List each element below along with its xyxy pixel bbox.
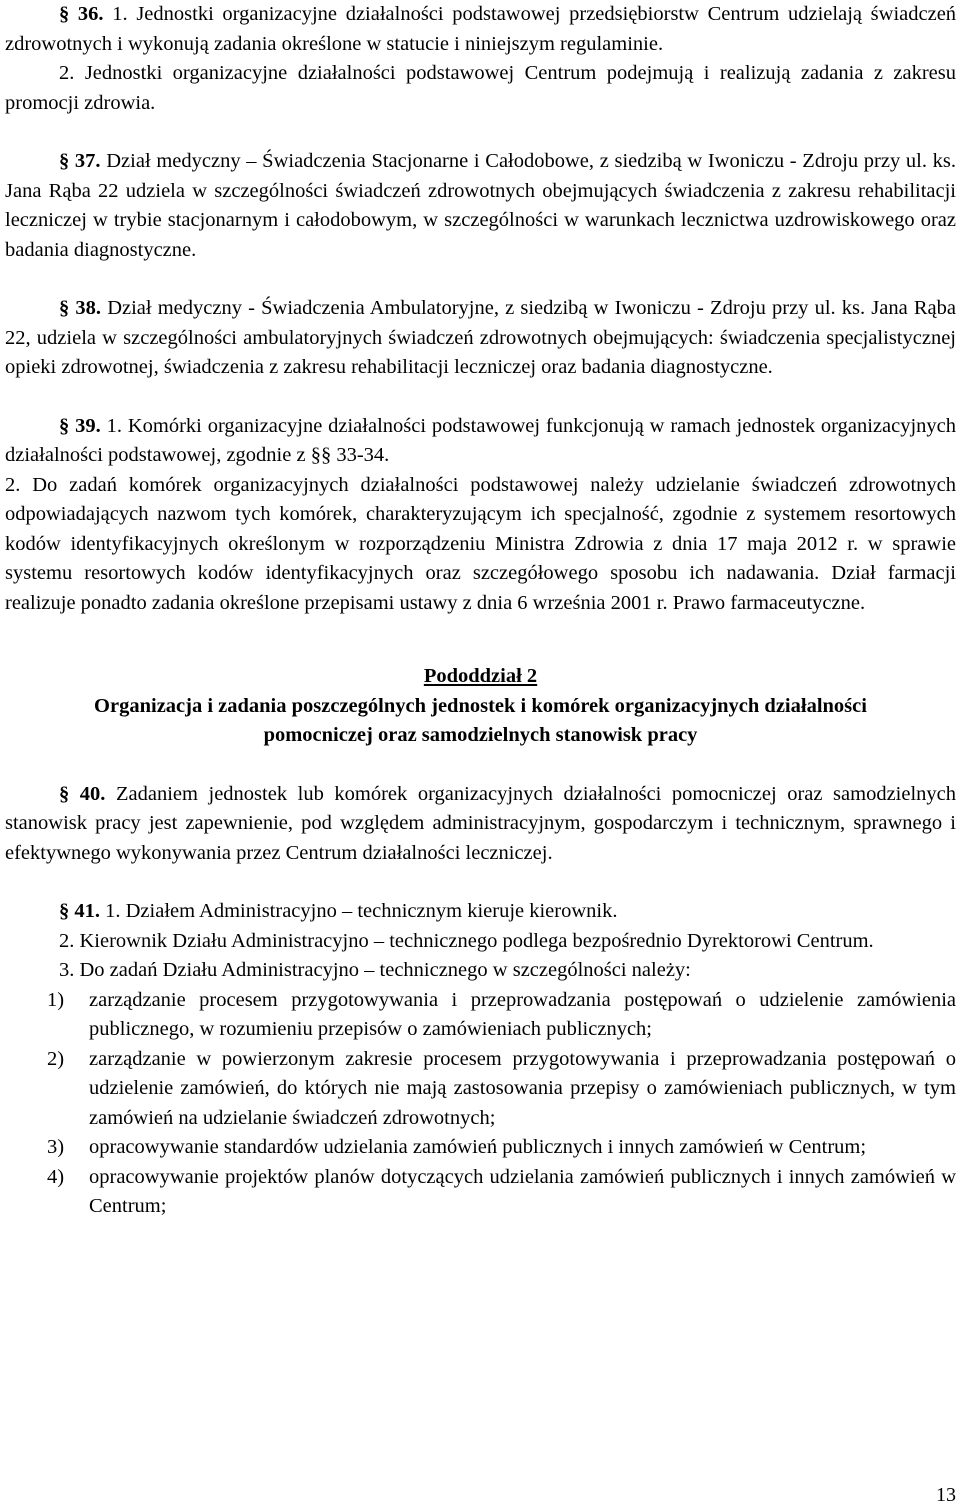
page-number: 13 (936, 1484, 956, 1506)
paragraph-text: Działem Administracyjno – technicznym kieruje kierownik. (125, 900, 618, 922)
list-item-number: 3) (47, 1136, 65, 1158)
list-item (47, 986, 956, 1045)
subsection-title-line-2: pomocniczej oraz samodzielnych stanowisk pracy (263, 724, 698, 746)
document-page (5, 0, 956, 1222)
paragraph-text: Do zadań komórek organizacyjnych działalności podstawowej należy udzielanie świadczeń zdrowotnych odpowiadających nazwom tych komórek, charakteryzującym ich specjalność, zgodnie z systemem resortowych kodów identyfikacyjnych określonym w rozporządzeniu Ministra Zdrowia z dnia 17 maja 2012 r. w sprawie systemu resortowych kodów identyfikacyjnych oraz szczegółowego sposobu ich nadawania. Dział farmacji realizuje ponadto zadania określone przepisami ustawy z dnia 6 września 2001 r. Prawo farmaceutyczne. (5, 473, 956, 614)
section-number: § 36. (59, 3, 104, 25)
spacer (5, 868, 956, 897)
list-item (47, 1163, 956, 1222)
section-number: § 37. (59, 150, 101, 172)
paragraph-text: Do zadań Działu Administracyjno – technicznego w szczególności należy: (79, 959, 691, 981)
paragraph-41-1: § 41. 1. Działem Administracyjno – technicznym kieruje kierownik. (59, 900, 618, 922)
paragraph-40 (5, 780, 956, 869)
list-item-number: 4) (47, 1165, 65, 1188)
paragraph-39-1: § 39. 1. Komórki organizacyjne działalności podstawowej funkcjonują w ramach jednostek organizacyjnych działalności podstawowej, zgodnie z §§ 33-34. (5, 414, 957, 466)
paragraph-41-3: 3. Do zadań Działu Administracyjno – technicznego w szczególności należy: (59, 959, 691, 981)
list-item (47, 1133, 956, 1163)
paragraph-38 (5, 294, 956, 383)
list-item-text: opracowywanie projektów planów dotyczących udzielania zamówień publicznych i innych zamówień w Centrum; (89, 1165, 956, 1217)
section-number: § 38. (59, 297, 102, 319)
subsection-label: Pododdział 2 (423, 665, 538, 687)
spacer (5, 265, 956, 294)
list-item-number: 2) (47, 1047, 65, 1070)
list-item-number: 1) (47, 988, 65, 1011)
paragraph-36-1: § 36. 1. Jednostki organizacyjne działalności podstawowej przedsiębiorstw Centrum udzielają świadczeń zdrowotnych i wykonują zadania określone w statucie i niniejszym regulaminie. (5, 3, 957, 55)
paragraph-39-2: 2. Do zadań komórek organizacyjnych działalności podstawowej należy udzielanie świadczeń zdrowotnych odpowiadających nazwom tych komórek, charakteryzującym ich specjalność, zgodnie z systemem resortowych kodów identyfikacyjnych określonym w rozporządzeniu Ministra Zdrowia z dnia 17 maja 2012 r. w sprawie systemu resortowych kodów identyfikacyjnych oraz szczegółowego sposobu ich nadawania. Dział farmacji realizuje ponadto zadania określone przepisami ustawy z dnia 6 września 2001 r. Prawo farmaceutyczne. (5, 473, 956, 614)
section-number: § 41. (59, 900, 100, 922)
section-number: § 39. (59, 414, 101, 437)
list-item (47, 1045, 956, 1134)
paragraph-41-2: 2. Kierownik Działu Administracyjno – technicznego podlega bezpośrednio Dyrektorowi Centrum. (59, 929, 874, 952)
spacer (5, 383, 956, 412)
paragraph-text: Dział medyczny – Świadczenia Stacjonarne i Całodobowe, z siedzibą w Iwoniczu - Zdroju przy ul. ks. Jana Rąba 22 udziela w szczególności świadczeń zdrowotnych obejmujących świadczenia z zakresu rehabilitacji leczniczej w trybie stacjonarnym i całodobowym, w szczególności w warunkach lecznictwa uzdrowiskowego oraz badania diagnostyczne. (5, 150, 957, 261)
list-item-text: opracowywanie standardów udzielania zamówień publicznych i innych zamówień w Centrum; (89, 1136, 867, 1158)
paragraph-text: Komórki organizacyjne działalności podstawowej funkcjonują w ramach jednostek organizacyjnych działalności podstawowej, zgodnie z §§ 33-34. (5, 414, 957, 466)
paragraph-text: Kierownik Działu Administracyjno – technicznego podlega bezpośrednio Dyrektorowi Centrum. (79, 929, 874, 952)
paragraph-text: Zadaniem jednostek lub komórek organizacyjnych działalności pomocniczej oraz samodzielnych stanowisk pracy jest zapewnienie, pod względem administracyjnym, gospodarczym i technicznym, sprawnego i efektywnego wykonywania przez Centrum działalności leczniczej. (5, 782, 957, 864)
section-number: § 40. (59, 782, 106, 805)
list-item-text: zarządzanie w powierzonym zakresie procesem przygotowywania i przeprowadzania postępowań o udzielenie zamówień, do których nie mają zastosowania przepisy o zamówieniach publicznych, w tym zamówień na udzielanie świadczeń zdrowotnych; (89, 1047, 956, 1129)
paragraph-text: Jednostki organizacyjne działalności podstawowej przedsiębiorstw Centrum udzielają świadczeń zdrowotnych i wykonują zadania określone w statucie i niniejszym regulaminie. (5, 3, 957, 55)
spacer (5, 118, 956, 147)
spacer (5, 618, 956, 662)
paragraph-text: Dział medyczny - Świadczenia Ambulatoryjne, z siedzibą w Iwoniczu - Zdroju przy ul. ks. Jana Rąba 22, udziela w szczególności ambulatoryjnych świadczeń zdrowotnych obejmujących: świadczenia specjalistycznej opieki zdrowotnej, świadczenia z zakresu rehabilitacji leczniczej oraz badania diagnostyczne. (5, 297, 956, 378)
list-item-text: zarządzanie procesem przygotowywania i przeprowadzania postępowań o udzielenie zamówienia publicznego, w rozumieniu przepisów o zamówieniach publicznych; (89, 988, 956, 1040)
paragraph-text: Jednostki organizacyjne działalności podstawowej Centrum podejmują i realizują zadania z zakresu promocji zdrowia. (5, 62, 956, 114)
subsection-title-line-1: Organizacja i zadania poszczególnych jednostek i komórek organizacyjnych działalności (94, 694, 867, 717)
paragraph-36-2: 2. Jednostki organizacyjne działalności podstawowej Centrum podejmują i realizują zadania z zakresu promocji zdrowia. (5, 62, 956, 114)
spacer (5, 751, 956, 780)
paragraph-37 (5, 147, 956, 265)
